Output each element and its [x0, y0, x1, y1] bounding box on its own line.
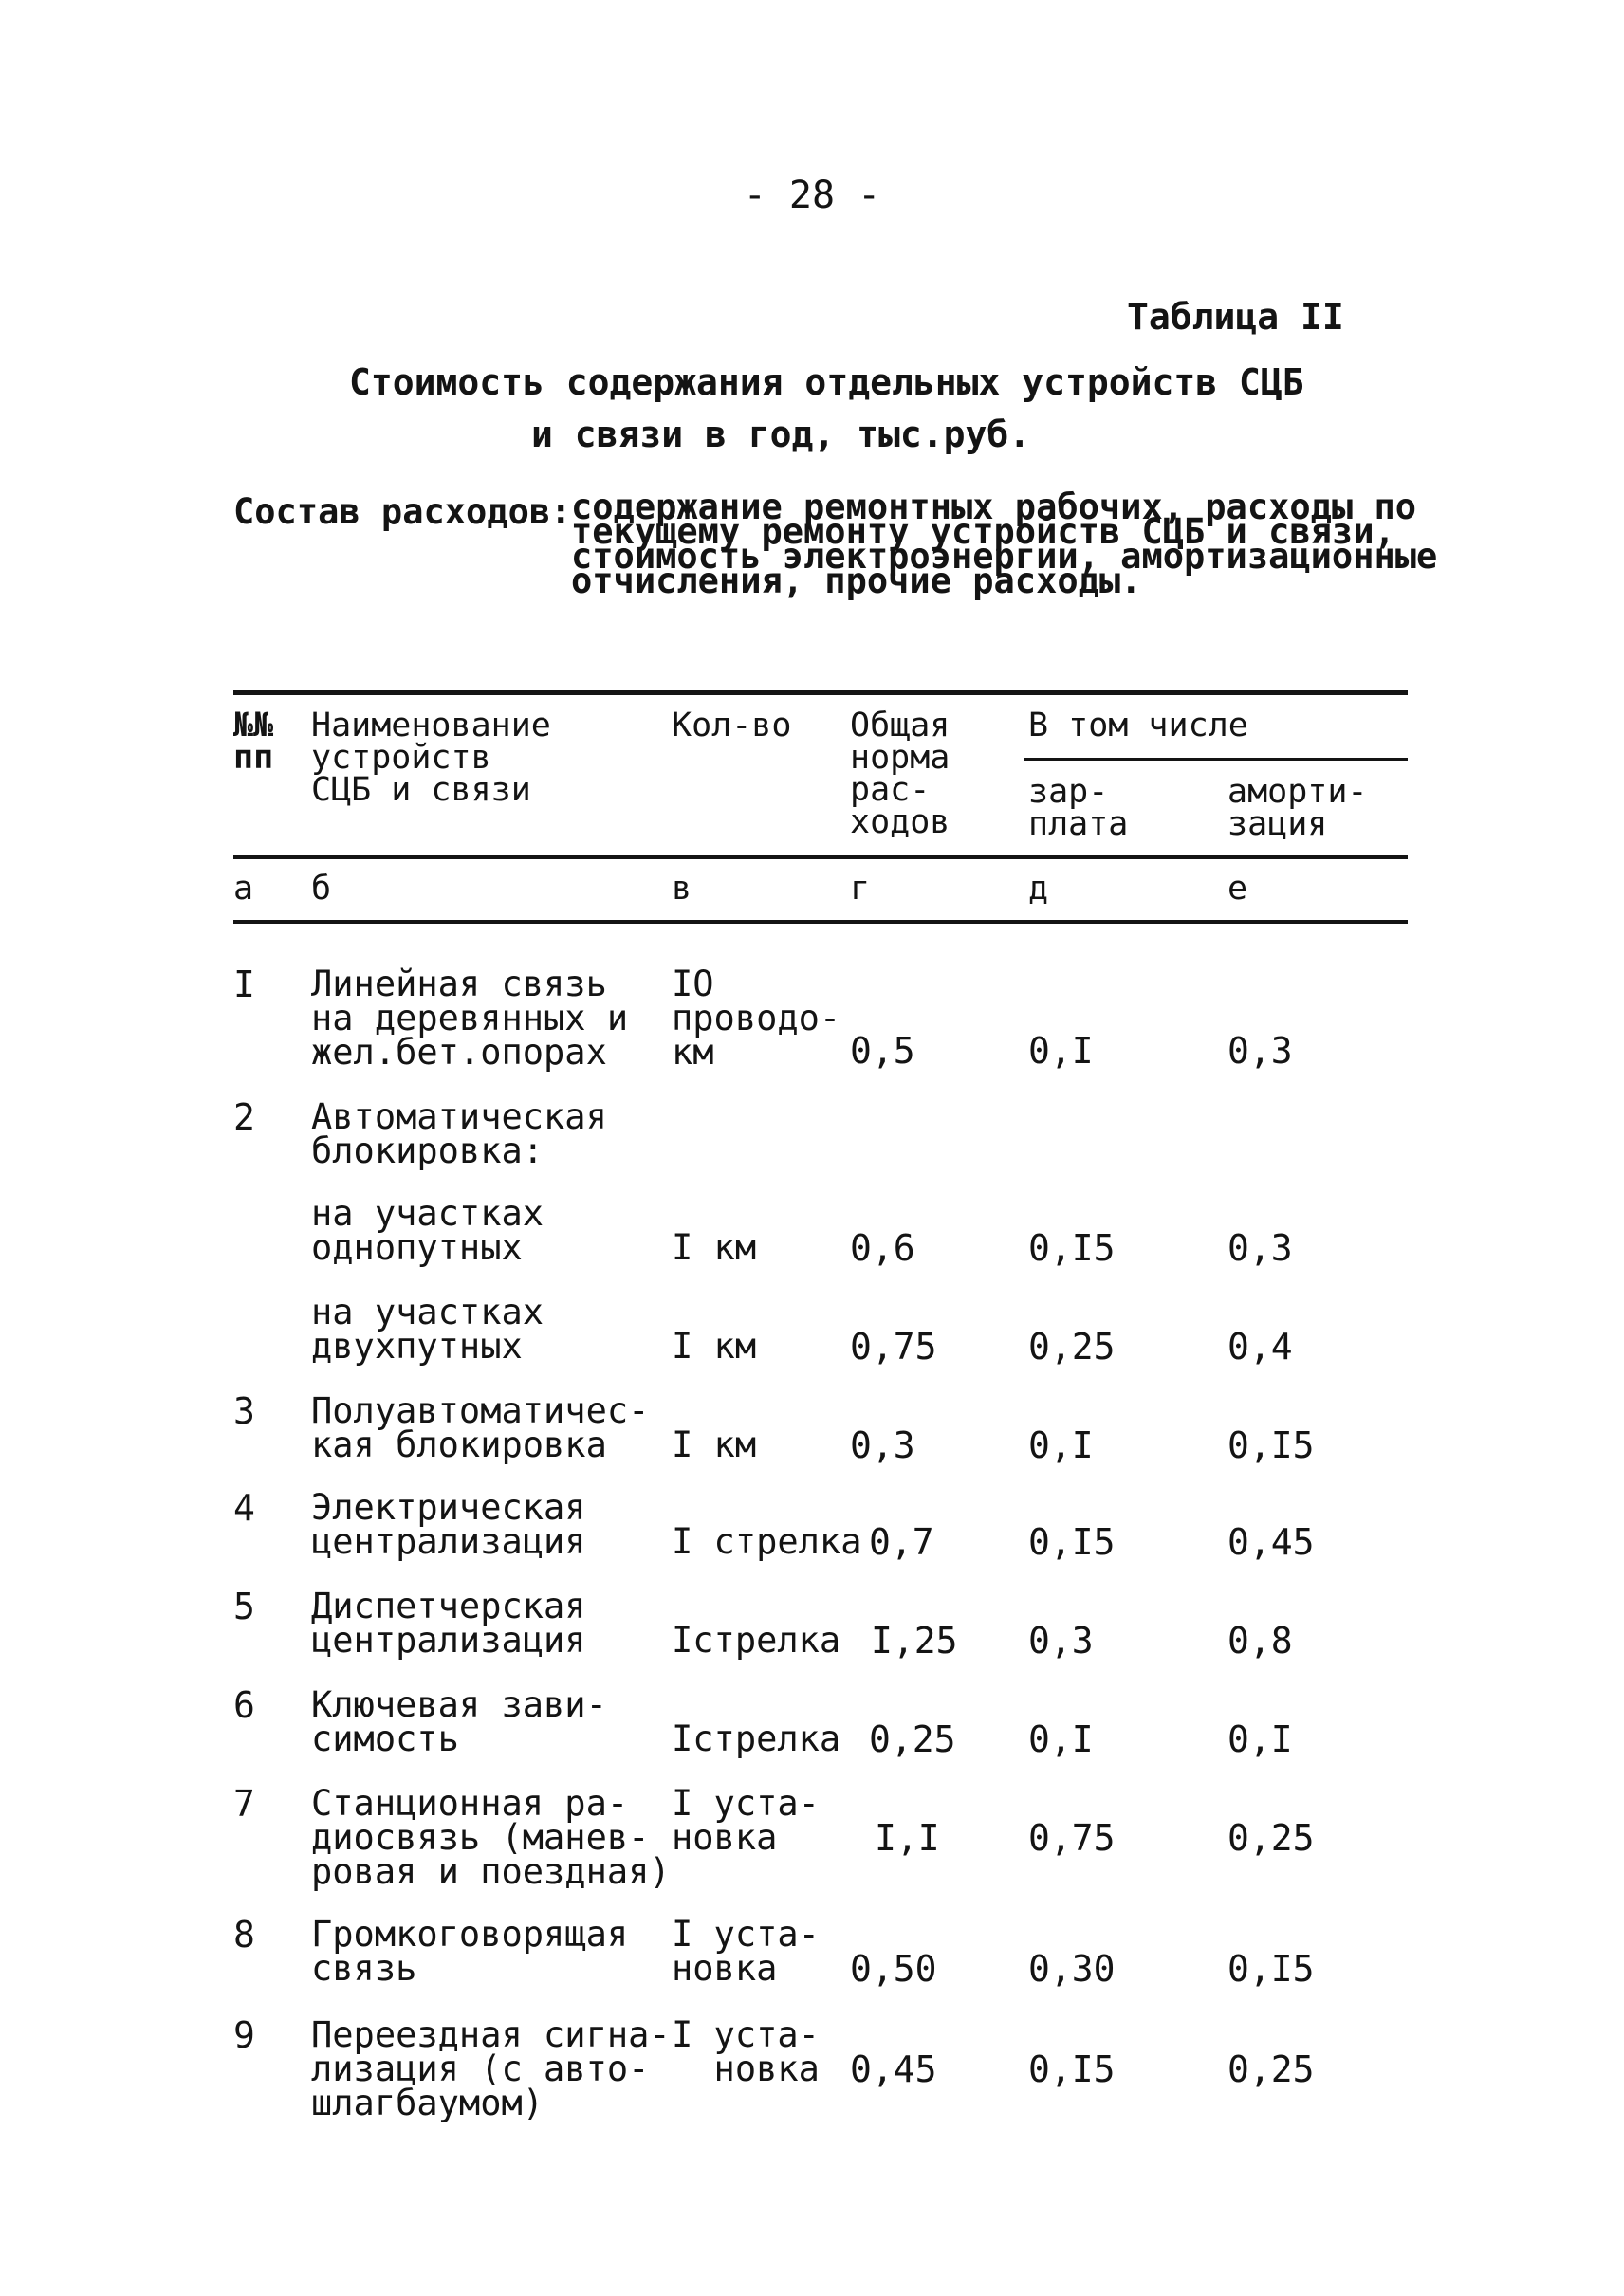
row-amortization: 0,4: [1227, 1326, 1293, 1368]
row-quantity: I км: [672, 1326, 757, 1367]
column-letter-d: д: [1028, 870, 1049, 908]
row-amortization: 0,8: [1227, 1620, 1293, 1662]
row-name: Переездная сигна- лизация (с авто- шлагбаумом): [311, 2014, 671, 2123]
row-quantity: I км: [672, 1227, 757, 1268]
row-norm: 0,6: [850, 1227, 915, 1269]
page-number: - 28 -: [743, 174, 881, 217]
row-norm: 0,5: [850, 1030, 915, 1072]
row-amortization: 0,3: [1227, 1030, 1293, 1072]
row-name: Линейная связь на деревянных и жел.бет.опорах: [311, 964, 629, 1073]
row-number: 8: [233, 1914, 255, 1956]
row-norm: I,I: [875, 1817, 940, 1859]
header-name: Наименование устройств СЦБ и связи: [311, 707, 551, 809]
row-amortization: 0,25: [1227, 2048, 1315, 2090]
column-letter-e: е: [1227, 870, 1248, 908]
row-number: 7: [233, 1783, 255, 1825]
row-quantity: I км: [672, 1424, 757, 1465]
header-amortization: аморти- зация: [1227, 773, 1368, 843]
row-number: 3: [233, 1390, 255, 1432]
column-letter-g: г: [850, 870, 871, 908]
row-number: 5: [233, 1586, 255, 1627]
row-amortization: 0,I5: [1227, 1948, 1315, 1990]
row-norm: 0,50: [850, 1948, 937, 1990]
row-amortization: 0,I5: [1227, 1424, 1315, 1466]
header-number: №№ пп: [233, 707, 274, 777]
row-name: Электрическая централизация: [311, 1487, 586, 1562]
row-name: Полуавтоматичес- кая блокировка: [311, 1390, 650, 1465]
composition-text: содержание ремонтных рабочих, расходы по текущему ремонту устройств СЦБ и связи, стоимость электроэнергии, амортизационные отчисления, прочие расходы.: [571, 487, 1438, 601]
row-quantity: IO проводо- км: [672, 964, 841, 1073]
row-amortization: 0,45: [1227, 1521, 1315, 1563]
header-bottom-rule: [233, 855, 1408, 859]
header-quantity: Кол-во: [672, 707, 792, 744]
row-norm: 0,3: [850, 1424, 915, 1466]
row-name: Станционная ра- диосвязь (манев- ровая и поездная): [311, 1783, 671, 1892]
row-salary: 0,3: [1028, 1620, 1094, 1662]
header-total-norm: Общая норма рас- ходов: [850, 707, 950, 841]
row-number: 4: [233, 1487, 255, 1529]
row-norm: 0,45: [850, 2048, 937, 2090]
row-quantity: I уста- новка: [672, 1783, 820, 1858]
row-salary: 0,I5: [1028, 1521, 1116, 1563]
row-salary: 0,I5: [1028, 1227, 1116, 1269]
row-norm: 0,75: [850, 1326, 937, 1368]
row-salary: 0,I: [1028, 1030, 1094, 1072]
header-including: В том числе: [1028, 707, 1248, 744]
row-salary: 0,30: [1028, 1948, 1116, 1990]
row-quantity: I уста- новка: [672, 1914, 820, 1989]
row-salary: 0,I5: [1028, 2048, 1116, 2090]
column-letter-v: в: [672, 870, 692, 908]
row-number: 6: [233, 1684, 255, 1726]
row-name: Ключевая зави- симость: [311, 1684, 607, 1759]
row-name: Автоматическая блокировка:: [311, 1096, 607, 1171]
row-name: Громкоговорящая связь: [311, 1914, 629, 1989]
row-number: 2: [233, 1096, 255, 1138]
row-salary: 0,I: [1028, 1424, 1094, 1466]
table-label: Таблица II: [1127, 296, 1344, 338]
row-amortization: 0,I: [1227, 1718, 1293, 1760]
row-quantity: I стрелка: [672, 1521, 862, 1562]
header-salary: зар- плата: [1028, 773, 1129, 843]
row-norm: 0,7: [869, 1521, 934, 1563]
column-letter-b: б: [311, 870, 332, 908]
row-amortization: 0,3: [1227, 1227, 1293, 1269]
row-salary: 0,75: [1028, 1817, 1116, 1859]
subgroup-rule: [1024, 758, 1408, 761]
row-norm: I,25: [871, 1620, 958, 1662]
row-norm: 0,25: [869, 1718, 956, 1760]
row-quantity: Iстрелка: [672, 1718, 841, 1759]
letters-bottom-rule: [233, 920, 1408, 924]
row-name: на участках двухпутных: [311, 1292, 544, 1367]
row-number: 9: [233, 2014, 255, 2056]
row-number: I: [233, 964, 255, 1005]
row-amortization: 0,25: [1227, 1817, 1315, 1859]
table-top-rule: [233, 690, 1408, 695]
row-salary: 0,25: [1028, 1326, 1116, 1368]
row-name: Диспетчерская централизация: [311, 1586, 586, 1661]
row-name: на участках однопутных: [311, 1193, 544, 1268]
table-title-line-2: и связи в год, тыс.руб.: [531, 413, 1031, 455]
table-title-line-1: Стоимость содержания отдельных устройств СЦБ: [349, 361, 1304, 403]
row-salary: 0,I: [1028, 1718, 1094, 1760]
row-quantity: I уста- новка: [672, 2014, 820, 2089]
row-quantity: Iстрелка: [672, 1620, 841, 1661]
column-letter-a: а: [233, 870, 254, 908]
composition-label: Состав расходов:: [233, 491, 572, 532]
